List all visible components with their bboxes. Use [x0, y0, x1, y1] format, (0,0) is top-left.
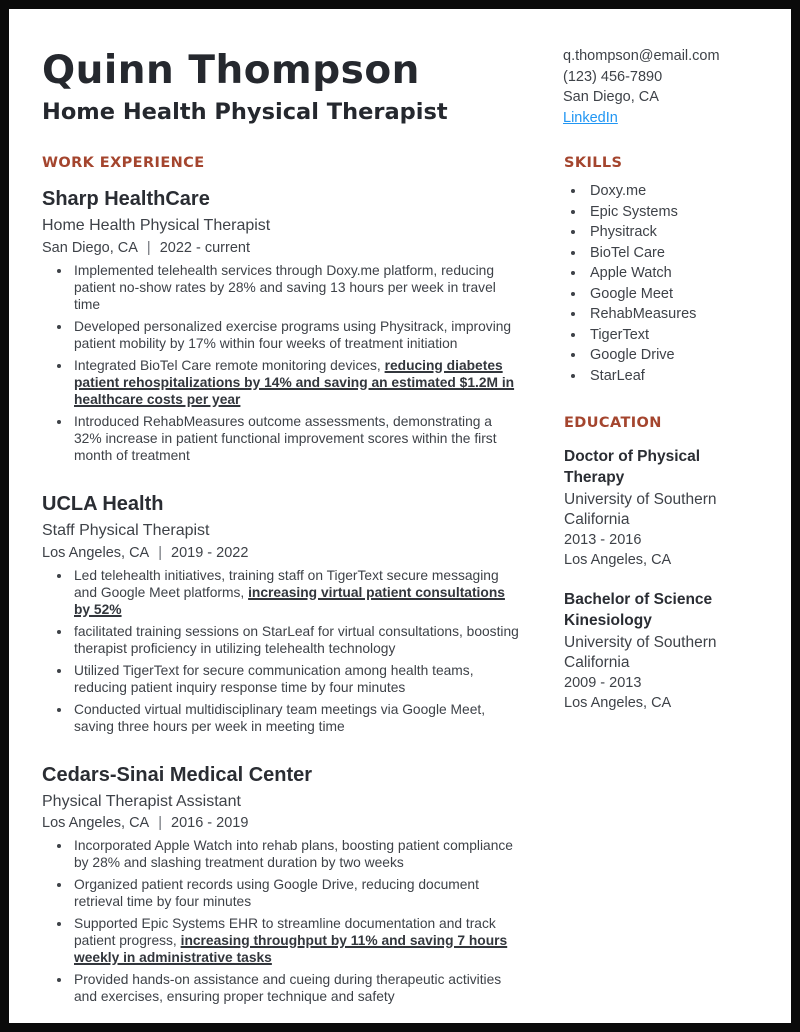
resume-header: [42, 39, 763, 128]
work-experience-section: [42, 155, 520, 1010]
bullet-item: • Incorporated Apple Watch into rehab plans, boosting patient compliance by 28% and slashing treatment duration by two weeks: [72, 837, 520, 871]
job-role: Physical Therapist Assistant: [42, 792, 241, 810]
skill-item: • BioTel Care: [586, 245, 764, 261]
person-name: Quinn Thompson: [42, 48, 420, 93]
work-experience-heading: WORK EXPERIENCE: [42, 155, 205, 171]
job-entry: [42, 762, 520, 1006]
job-role: Home Health Physical Therapist: [42, 217, 271, 234]
job-role: Staff Physical Therapist: [42, 521, 210, 539]
bullet-item: • Developed personalized exercise programs using Physitrack, improving patient mobility by 17% within four weeks of treatment initiation: [72, 318, 520, 352]
education-list: [564, 446, 764, 713]
meta-separator: |: [158, 544, 162, 561]
job-list: [42, 186, 520, 1005]
education-dates: 2013 - 2016: [564, 531, 642, 548]
job-meta: [42, 240, 520, 256]
school-name: University of Southern California: [564, 490, 717, 528]
skill-item: • Epic Systems: [586, 204, 764, 220]
person-job-title: Home Health Physical Therapist: [42, 98, 448, 125]
meta-separator: |: [146, 239, 151, 256]
sidebar-column: [564, 155, 764, 1010]
bullet-item: • Utilized TigerText for secure communication among health teams, reducing patient inquiry response time by four minutes: [72, 662, 520, 696]
bullet-item: • Conducted virtual multidisciplinary team meetings via Google Meet, saving three hours per week in meeting time: [72, 701, 520, 735]
job-bullet-list: [42, 262, 520, 464]
education-location: Los Angeles, CA: [564, 694, 672, 711]
job-dates: 2019 - 2022: [171, 544, 249, 561]
linkedin-link[interactable]: LinkedIn: [563, 109, 618, 126]
header-identity: [42, 39, 448, 126]
skills-list: [564, 183, 764, 384]
bullet-item: • Led telehealth initiatives, training staff on TigerText secure messaging and Google Meet platforms, increasing virtual patient consultations by 52%: [72, 567, 520, 618]
bullet-item: • Introduced RehabMeasures outcome assessments, demonstrating a 32% increase in patient functional improvement scores within the first month of treatment: [72, 413, 520, 464]
job-dates: 2016 - 2019: [171, 815, 249, 832]
skill-item: • RehabMeasures: [586, 306, 764, 322]
education-entry: [564, 446, 764, 570]
education-location: Los Angeles, CA: [564, 551, 672, 568]
bullet-item: • facilitated training sessions on StarLeaf for virtual consultations, boosting therapist proficiency in utilizing telehealth technology: [72, 623, 520, 657]
job-entry: [42, 186, 520, 464]
company-name: Cedars-Sinai Medical Center: [42, 763, 313, 786]
skill-item: • Doxy.me: [586, 183, 764, 199]
bullet-item: • Integrated BioTel Care remote monitoring devices, reducing diabetes patient rehospitalizations by 14% and saving an estimated $1.2M in healthcare costs per year: [72, 357, 520, 408]
bullet-item: • Organized patient records using Google Drive, reducing document retrieval time by four minutes: [72, 876, 520, 910]
education-heading: EDUCATION: [564, 414, 662, 431]
skill-item: • TigerText: [586, 327, 764, 343]
contact-info: [563, 39, 763, 128]
resume-body: [42, 155, 763, 1010]
company-name: Sharp HealthCare: [42, 188, 210, 210]
job-dates: 2022 - current: [159, 239, 250, 256]
education-dates: 2009 - 2013: [564, 674, 642, 691]
job-meta: [42, 815, 520, 831]
skill-item: • Apple Watch: [586, 265, 764, 281]
job-location: Los Angeles, CA: [42, 544, 150, 561]
bullet-item: • Supported Epic Systems EHR to streamline documentation and track patient progress, increasing throughput by 11% and saving 7 hours weekly in administrative tasks: [72, 915, 520, 966]
contact-phone: (123) 456-7890: [563, 68, 663, 85]
bullet-item: • Provided hands-on assistance and cueing during therapeutic activities and exercises, ensuring proper technique and safety: [72, 971, 520, 1005]
skill-item: • Google Drive: [586, 347, 764, 363]
school-name: University of Southern California: [564, 633, 717, 671]
degree-name: Bachelor of Science Kinesiology: [564, 590, 713, 629]
skills-heading: SKILLS: [564, 155, 623, 171]
skill-item: • StarLeaf: [586, 368, 764, 384]
job-location: San Diego, CA: [42, 239, 138, 256]
company-name: UCLA Health: [42, 492, 164, 515]
job-meta: [42, 545, 520, 561]
contact-location: San Diego, CA: [563, 89, 659, 105]
education-entry: [564, 589, 764, 713]
skill-item: • Google Meet: [586, 286, 764, 302]
skill-item: • Physitrack: [586, 224, 764, 240]
bullet-item: • Implemented telehealth services through Doxy.me platform, reducing patient no-show rates by 28% and saving 13 hours per week in travel time: [72, 262, 520, 313]
meta-separator: |: [158, 815, 162, 832]
degree-name: Doctor of Physical Therapy: [564, 447, 701, 486]
job-location: Los Angeles, CA: [42, 815, 150, 832]
job-entry: [42, 491, 520, 735]
job-bullet-list: [42, 837, 520, 1005]
job-bullet-list: [42, 567, 520, 735]
contact-email: q.thompson@email.com: [563, 48, 720, 64]
